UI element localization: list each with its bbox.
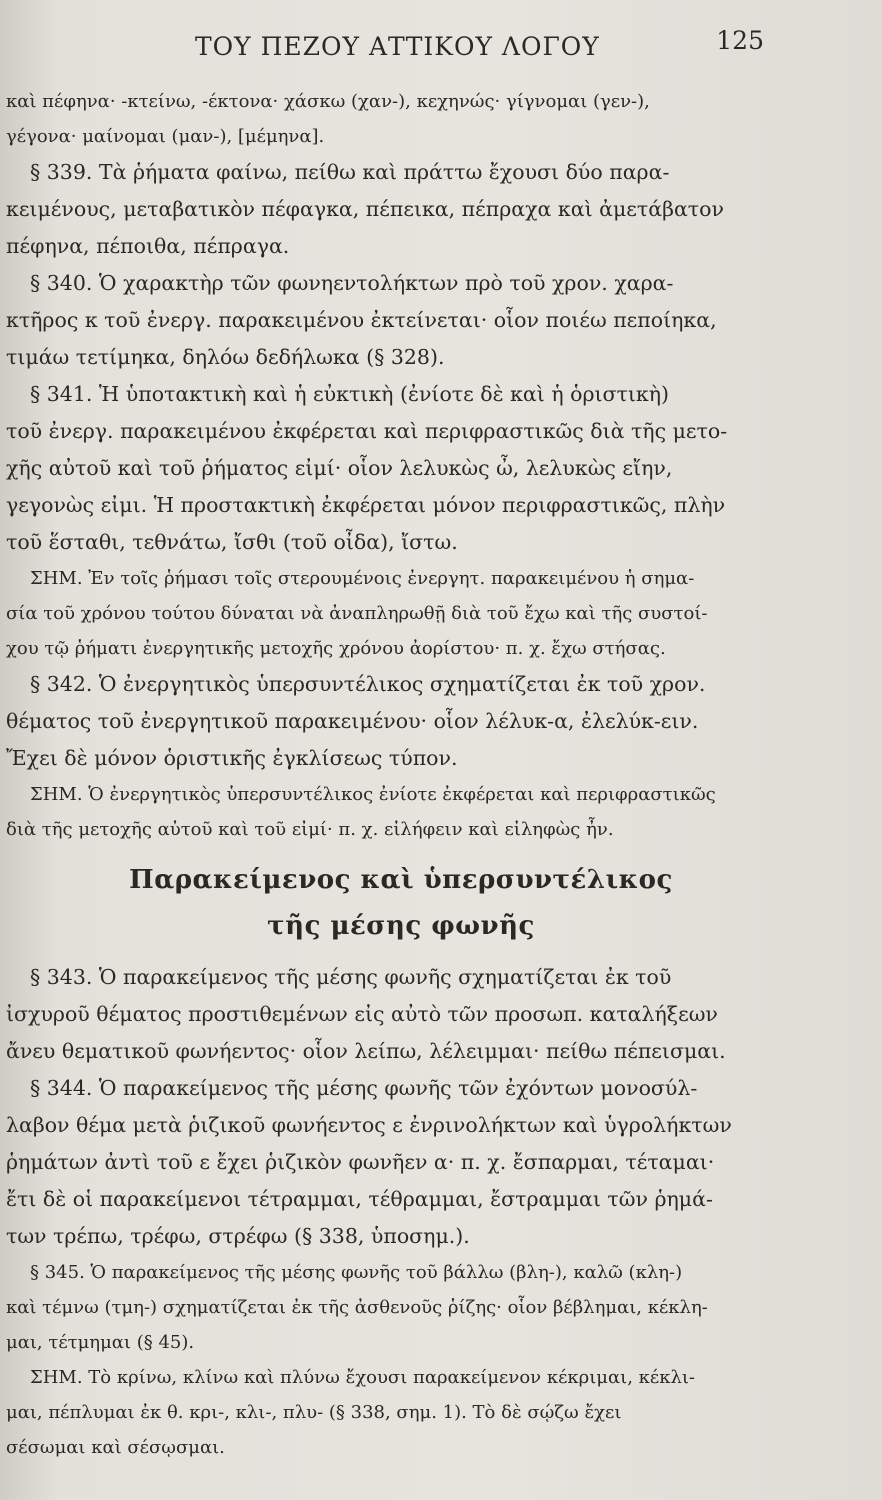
paragraph-339-start: § 339. Τὰ ῥήματα φαίνω, πείθω καὶ πράττω ἔχουσι δύο παρα-	[30, 160, 670, 184]
text-line: κτῆρος κ τοῦ ἐνεργ. παρακειμένου ἐκτείνεται· οἷον ποιέω πεποίηκα,	[6, 308, 717, 332]
page-header	[0, 26, 882, 66]
text-line: χου τῷ ῥήματι ἐνεργητικῆς μετοχῆς χρόνου ἀορίστου· π. χ. ἔχω στήσας.	[6, 638, 666, 659]
text-line: πέφηνα, πέποιθα, πέπραγα.	[6, 234, 290, 258]
text-line: τιμάω τετίμηκα, δηλόω δεδήλωκα (§ 328).	[6, 345, 445, 369]
text-line: γεγονὼς εἰμι. Ἡ προστακτικὴ ἐκφέρεται μόνον περιφραστικῶς, πλὴν	[6, 493, 726, 517]
section-heading-line-2: τῆς μέσης φωνῆς	[267, 911, 535, 941]
text-line: τοῦ ἐνεργ. παρακειμένου ἐκφέρεται καὶ περιφραστικῶς διὰ τῆς μετο-	[6, 419, 728, 443]
paragraph-341-start: § 341. Ἡ ὑποτακτικὴ καὶ ἡ εὐκτικὴ (ἐνίοτε δὲ καὶ ἡ ὁριστικὴ)	[30, 382, 670, 406]
text-line: γέγονα· μαίνομαι (μαν-), [μέμηνα].	[6, 126, 325, 147]
text-line: κειμένους, μεταβατικὸν πέφαγκα, πέπεικα, πέπραχα καὶ ἀμετάβατον	[6, 197, 724, 221]
note-start: ΣΗΜ. Τὸ κρίνω, κλίνω καὶ πλύνω ἔχουσι παρακείμενον κέκριμαι, κέκλι-	[30, 1367, 696, 1388]
running-title: ΤΟΥ ΠΕΖΟΥ ΑΤΤΙΚΟΥ ΛΟΓΟΥ	[195, 32, 600, 61]
text-line: σέσωμαι καὶ σέσῳσμαι.	[6, 1437, 225, 1458]
paragraph-345-start: § 345. Ὁ παρακείμενος τῆς μέσης φωνῆς τοῦ βάλλω (βλη-), καλῶ (κλη-)	[30, 1262, 683, 1283]
text-line: θέματος τοῦ ἐνεργητικοῦ παρακειμένου· οἷον λέλυκ-α, ἐλελύκ-ειν.	[6, 709, 699, 733]
text-line: λαβον θέμα μετὰ ῥιζικοῦ φωνήεντος ε ἐνρινολήκτων καὶ ὑγρολήκτων	[6, 1113, 732, 1137]
text-line: καὶ πέφηνα· -κτείνω, -έκτονα· χάσκω (χαν-), κεχηνώς· γίγνομαι (γεν-),	[6, 91, 650, 112]
text-line: ἄνευ θεματικοῦ φωνήεντος· οἷον λείπω, λέλειμμαι· πείθω πέπεισμαι.	[6, 1039, 726, 1063]
paragraph-343-start: § 343. Ὁ παρακείμενος τῆς μέσης φωνῆς σχηματίζεται ἐκ τοῦ	[30, 965, 672, 989]
paragraph-342-start: § 342. Ὁ ἐνεργητικὸς ὑπερσυντέλικος σχηματίζεται ἐκ τοῦ χρον.	[30, 672, 706, 696]
text-line: σία τοῦ χρόνου τούτου δύναται νὰ ἀναπληρωθῇ διὰ τοῦ ἔχω καὶ τῆς συστοί-	[6, 603, 708, 624]
text-line: καὶ τέμνω (τμη-) σχηματίζεται ἐκ τῆς ἀσθενοῦς ῥίζης· οἷον βέβλημαι, κέκλη-	[6, 1297, 708, 1318]
note-start: ΣΗΜ. Ὁ ἐνεργητικὸς ὑπερσυντέλικος ἐνίοτε ἐκφέρεται καὶ περιφραστικῶς	[30, 784, 716, 805]
text-line: μαι, πέπλυμαι ἐκ θ. κρι-, κλι-, πλυ- (§ 338, σημ. 1). Τὸ δὲ σῴζω ἔχει	[6, 1402, 622, 1423]
paragraph-340-start: § 340. Ὁ χαρακτὴρ τῶν φωνηεντολήκτων πρὸ τοῦ χρον. χαρα-	[30, 271, 674, 295]
text-line: διὰ τῆς μετοχῆς αὐτοῦ καὶ τοῦ εἰμί· π. χ. εἰλήφειν καὶ εἰληφὼς ἦν.	[6, 819, 614, 840]
text-line: των τρέπω, τρέφω, στρέφω (§ 338, ὑποσημ.).	[6, 1224, 470, 1248]
note-start: ΣΗΜ. Ἐν τοῖς ῥήμασι τοῖς στερουμένοις ἐνεργητ. παρακειμένου ἡ σημα-	[30, 568, 695, 589]
paragraph-344-start: § 344. Ὁ παρακείμενος τῆς μέσης φωνῆς τῶν ἐχόντων μονοσύλ-	[30, 1076, 698, 1100]
page-number: 125	[716, 26, 764, 55]
page-body	[6, 84, 776, 1465]
text-line: ἰσχυροῦ θέματος προστιθεμένων εἰς αὐτὸ τῶν προσωπ. καταλήξεων	[6, 1002, 718, 1026]
text-line: χῆς αὐτοῦ καὶ τοῦ ῥήματος εἰμί· οἷον λελυκὼς ὦ, λελυκὼς εἴην,	[6, 456, 673, 480]
text-line: ἔτι δὲ οἱ παρακείμενοι τέτραμμαι, τέθραμμαι, ἔστραμμαι τῶν ῥημά-	[6, 1187, 713, 1211]
text-line: ῥημάτων ἀντὶ τοῦ ε ἔχει ῥιζικὸν φωνῆεν α· π. χ. ἔσπαρμαι, τέταμαι·	[6, 1150, 715, 1174]
text-line: μαι, τέτμημαι (§ 45).	[6, 1332, 195, 1353]
text-line: τοῦ ἕσταθι, τεθνάτω, ἴσθι (τοῦ οἶδα), ἴστω.	[6, 530, 458, 554]
section-heading-line-1: Παρακείμενος καὶ ὑπερσυντέλικος	[129, 865, 673, 895]
text-line: Ἔχει δὲ μόνον ὁριστικῆς ἐγκλίσεως τύπον.	[6, 746, 458, 770]
